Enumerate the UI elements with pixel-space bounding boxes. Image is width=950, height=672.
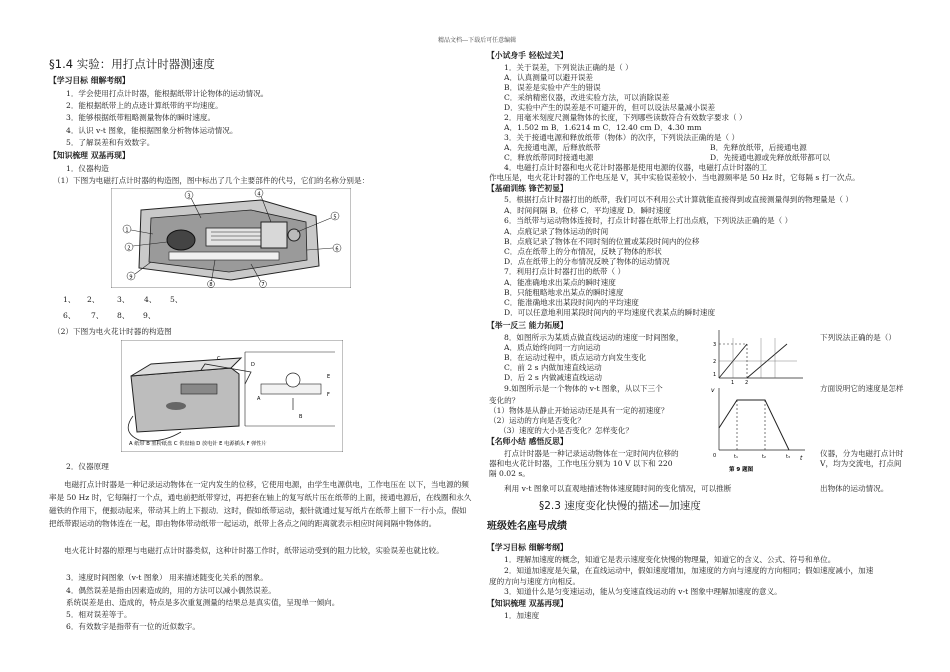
goal2-item: 2．知道加速度是矢量，在直线运动中，假如速度增加，加速度的方向与速度的方向相同；假如速度减小，加速 — [504, 566, 874, 575]
question-3: 3．关于接通电源和释放纸带（物体）的次序，下列说法正确的是（ ） — [504, 133, 740, 142]
question-8-vt-graph — [707, 328, 807, 384]
section-title-1-4: §1.4 实验：用打点计时器测速度 — [49, 57, 215, 71]
knowledge2-heading: 【知识梳理 双基再现】 — [487, 599, 568, 608]
right-column — [487, 0, 917, 672]
summary-line: 利用 v-t 图象可以直观地描述物体速度随时间的变化情况，可以推断 — [504, 484, 732, 493]
summary-heading: 【名师小结 感悟反思】 — [487, 437, 568, 446]
principle-paragraph-1: 电磁打点计时器是一种记录运动物体在一定内发生的位移，它使用电源，由学生电源供电，工作电压在 以下，当电源的频率是 50 Hz 时，它每隔打一个点，通电前把纸带穿过，再把套在轴上的复写纸片压在纸带的上面，接通电源后，在线圈和永久磁铁的作用下，便振动起来，带动其上的上下振动．这时，假如纸带运动，振针就通过复写纸片在纸带上留下一行小点，假如把纸带跟运动的物体连在一起，即由物体带动纸带一起运动，纸带上各点之间的距离就表示相应时间间隔中物体的。 — [49, 480, 472, 528]
question-4-cont: 作电压是，电火花计时器的工作电压是 V，其中实验误差较小．当电源频率是 50 Hz 时，它每隔 s 打一次点。 — [489, 173, 860, 182]
goal2-item: 度的方向与速度方向相反。 — [489, 577, 581, 586]
question-9-item: （3）速度的大小是否变化？怎样变化？ — [499, 426, 633, 435]
option: B．点痕记录了物体在不同时刻的位置或某段时间内的位移 — [504, 237, 700, 246]
extension-heading: 【举一反三 能力拓展】 — [487, 321, 568, 330]
blank-label: 2、 — [87, 295, 100, 304]
part-label-3: 3 — [187, 193, 191, 200]
q8-y-tick: 2 — [713, 359, 717, 365]
part-label-8: 8 — [209, 282, 213, 288]
question-9: 9.如图所示是一个物体的 v-t 图象，从以下三个 — [504, 384, 663, 393]
option: B．在运动过程中，质点运动方向发生变化 — [504, 353, 647, 362]
question-9-item: （2）运动的方向是否变化？ — [489, 416, 585, 425]
goal-item: 1．学会使用打点计时器，能根据纸带计论物体的运动情况。 — [66, 89, 269, 98]
part-label-6: 6 — [335, 246, 339, 253]
option: B．误差是实验中产生的错误 — [504, 83, 601, 92]
part-label-5: 5 — [333, 214, 337, 221]
option: C．采纳精密仪器，改进实验方法，可以消除误差 — [504, 93, 670, 102]
q9-v-axis-label: v — [711, 387, 715, 394]
option: D．点在纸带上的分布情况反映了物体的运动情况 — [504, 257, 670, 266]
question-7: 7．利用打点计时器打出的纸带（ ） — [504, 267, 626, 276]
blank-label: 1、 — [63, 295, 76, 304]
knowledge-item: 系统误差是由、造成的，特点是多次重复测量的结果总是真实值，呈现单一倾向。 — [66, 598, 340, 607]
summary-line: 隔 0.02 s。 — [489, 469, 530, 478]
goal-item: 3．能够根据纸带粗略测量物体的瞬时速度。 — [66, 113, 216, 122]
goal2-item: 1．理解加速度的概念，知道它是表示速度变化快慢的物理量，知道它的含义、公式、符号和单位。 — [504, 555, 836, 564]
blank-label: 8、 — [117, 311, 130, 320]
option: D．实验中产生的误差是不可避开的，但可以设法尽量减小误差 — [504, 103, 716, 112]
part-label-1: 1 — [125, 227, 129, 234]
blank-label: 6、 — [63, 311, 76, 320]
question-6: 6．当纸带与运动物体连接时，打点计时器在纸带上打出点痕，下列说法正确的是（ ） — [504, 216, 793, 225]
q8-x-tick: 1 — [731, 380, 735, 384]
blank-label: 3、 — [117, 295, 130, 304]
goals2-heading: 【学习目标 细解考纲】 — [487, 543, 568, 552]
summary-line: 器和电火花计时器，工作电压分别为 10 V 以下和 220 — [489, 459, 673, 468]
knowledge-subitem: （2）下图为电火花计时器的构造图 — [53, 327, 172, 336]
goal-item: 4．认识 v-t 图象，能根据图象分析物体运动情况。 — [66, 126, 238, 135]
knowledge-item: 6．有效数字是指带有一位的近似数字。 — [66, 622, 200, 631]
spark-label-b: B — [299, 414, 303, 420]
option: A．能准确地求出某点的瞬时速度 — [504, 278, 616, 287]
q9-t-axis-label: t — [800, 455, 803, 462]
class-info-line: 班级姓名座号成绩 — [487, 521, 567, 532]
blank-label: 5、 — [170, 295, 183, 304]
option: C．前 2 s 内做加速直线运动 — [504, 363, 602, 372]
part-label-4: 4 — [257, 191, 261, 198]
blank-label: 9、 — [143, 311, 156, 320]
question-9-cont: 变化的？ — [489, 396, 520, 405]
blank-label: 4、 — [144, 295, 157, 304]
summary-line-tail: 出物体的运动情况。 — [820, 484, 889, 493]
q9-t2-label: t₂ — [762, 454, 766, 460]
question-9-item: （1）物体是从静止开始运动还是具有一定的初速度？ — [489, 406, 669, 415]
knowledge-item: 2．仪器原理 — [66, 462, 109, 471]
option: C．点在纸带上的分布情况，反映了物体的形状 — [504, 247, 662, 256]
goal2-item: 3．知道什么是匀变速运动，能从匀变速直线运动的 v-t 图象中理解加速度的意义。 — [504, 587, 782, 596]
question-4: 4．电磁打点计时器和电火花计时器都是使用电源的仪器，电磁打点计时器的工 — [504, 163, 768, 172]
option: A．质点始终向同一方向运动 — [504, 343, 601, 352]
part-label-2: 2 — [127, 245, 131, 252]
option: A．时间间隔 B．位移 C．平均速度 D．瞬时速度 — [504, 206, 671, 215]
q8-y-tick: 3 — [713, 342, 717, 348]
question-9-tail: 方面说明它的速度是怎样 — [820, 384, 904, 393]
goal-item: 5．了解误差和有效数字。 — [66, 138, 155, 147]
try-heading: 【小试身手 轻松过关】 — [487, 51, 568, 60]
spark-label-f: F — [327, 392, 330, 398]
knowledge-item: 1．仪器构造 — [66, 164, 109, 173]
question-8-tail: 下列说法正确的是（） — [820, 333, 896, 342]
q8-y-tick: 1 — [713, 372, 717, 378]
option: A．点痕记录了物体运动的时间 — [504, 227, 609, 236]
option: C．释放纸带同时接通电源 — [504, 153, 594, 162]
option: B．先释放纸带，后接通电源 — [710, 143, 807, 152]
option: D．后 2 s 内做减速直线运动 — [504, 373, 602, 382]
knowledge-item: 5．相对误差等于。 — [66, 610, 132, 619]
option: B．只能粗略地求出某点的瞬时速度 — [504, 288, 624, 297]
goals-heading: 【学习目标 细解考纲】 — [49, 76, 130, 85]
option: A．先接通电源，后释放纸带 — [504, 143, 601, 152]
knowledge-item: 3．速度时间图象（v-t 图象） 用来描述随变化关系的图象。 — [66, 573, 268, 582]
question-9-vt-graph — [709, 384, 807, 476]
spark-figure-caption: A 纸带 B 墨粉纸盘 C 供盘轴 D 放电针 E 电源插头 F 弹性片 — [129, 441, 267, 447]
basic-heading: 【基础训练 锋芒初显】 — [487, 184, 568, 193]
question-8: 8．如图所示为某质点做直线运动的速度一时间图象， — [504, 333, 684, 342]
page-header: 精品文档---下载后可任意编辑 — [438, 37, 517, 44]
spark-label-d: D — [251, 362, 255, 368]
q9-t1-label: t₁ — [734, 454, 738, 460]
summary-line-tail: V，均为交流电，打点间 — [820, 459, 902, 468]
option: A．认真测量可以避开误差 — [504, 73, 594, 82]
question-5: 5．根据打点计时器打出的纸带，我们可以不利用公式计算就能直接得到或直接测量得到的物理量是（ ） — [504, 195, 853, 204]
section-title-2-3: §2.3 速度变化快慢的描述—加速度 — [539, 500, 701, 512]
part-label-9: 9 — [129, 274, 133, 281]
option: C．能准确地求出某段时间内的平均速度 — [504, 298, 639, 307]
knowledge-subitem: （1）下图为电磁打点计时器的构造图，图中标出了几个主要部件的代号，它们的名称分别是： — [53, 176, 370, 185]
electromagnetic-timer-figure — [111, 188, 351, 288]
knowledge2-item: 1．加速度 — [504, 611, 540, 620]
q9-t3-label: t₃ — [786, 454, 790, 460]
option: A．1.502 m B．1.6214 m C．12.40 cm D．4.30 mm — [504, 123, 702, 132]
spark-label-a: A — [257, 396, 261, 402]
q9-origin-label: 0 — [713, 453, 717, 459]
blank-label: 7、 — [91, 311, 104, 320]
q8-x-tick: 2 — [745, 380, 749, 384]
part-label-7: 7 — [261, 282, 265, 288]
knowledge-item: 4．偶然误差是指由因素造成的，用的方法可以减小偶然误差。 — [66, 586, 276, 595]
q9-figure-caption: 第 9 题图 — [729, 467, 754, 473]
knowledge-heading: 【知识梳理 双基再现】 — [49, 151, 130, 160]
summary-line: 打点计时器是一种记录运动物体在一定时间内位移的 — [504, 449, 679, 458]
summary-line-tail: 仪器，分为电磁打点计时 — [820, 449, 904, 458]
question-2: 2．用毫米刻度尺测量物体的长度，下列哪些读数符合有效数字要求（ ） — [504, 113, 747, 122]
spark-label-e: E — [327, 374, 331, 380]
goal-item: 2．能根据纸带上的点迹计算纸带的平均速度。 — [66, 101, 223, 110]
option: D．先接通电源或先释放纸带都可以 — [710, 153, 830, 162]
left-column — [49, 0, 474, 672]
option: D．可以任意地利用某段时间内的平均速度代表某点的瞬时速度 — [504, 308, 716, 317]
principle-paragraph-2: 电火花计时器的原理与电磁打点计时器类似，这种计时器工作时，纸带运动受到的阻力比较，实验误差也就比较。 — [64, 546, 444, 555]
spark-timer-figure — [121, 340, 343, 452]
spark-label-c: C — [217, 356, 221, 362]
question-1: 1．关于误差，下列说法正确的是（ ） — [504, 63, 633, 72]
